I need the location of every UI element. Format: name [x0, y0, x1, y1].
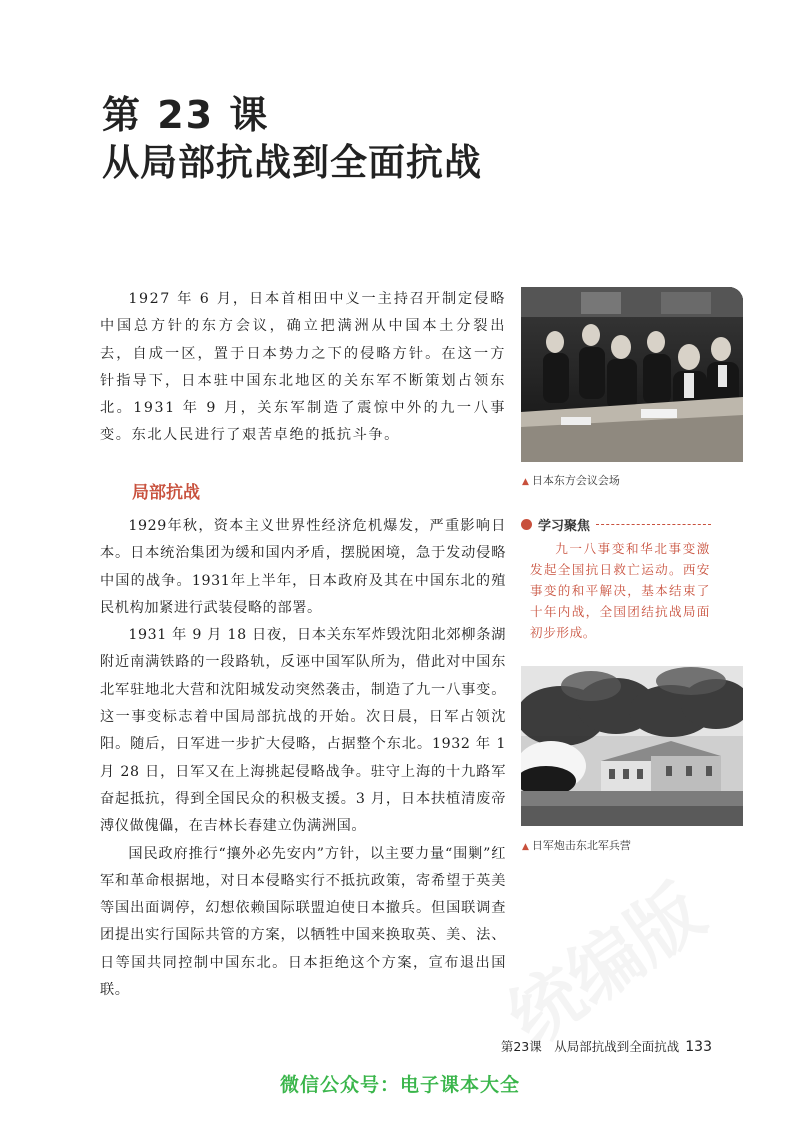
study-focus-text: 九一八事变和华北事变激发起全国抗日救亡运动。西安事变的和平解决，基本结束了十年内战，全国团结抗战局面初步形成。 — [530, 541, 710, 640]
photo-eastern-conference — [521, 287, 743, 462]
photo2-caption: ▲ 日军炮击东北军兵营 — [522, 839, 631, 852]
page-number: 133 — [685, 1039, 712, 1055]
body-paragraph: 1931 年 9 月 18 日夜，日本关东军炸毁沈阳北郊柳条湖附近南满铁路的一段路轨，反诬中国军队所为，借此对中国东北军驻地北大营和沈阳城发动突然袭击，制造了九一八事变。这一事变标志着中国局部抗战的开始。次日晨，日军占领沈阳。随后，日军进一步扩大侵略，占据整个东北。1932 年 1 月 28 日，日军又在上海挑起侵略战争。驻守上海的十九路军奋起抵抗，得到全国民众的积极支援。3 月，日本扶植清废帝溥仪做傀儡，在吉林长春建立伪满洲国。 — [100, 627, 506, 835]
intro-paragraph: 1927 年 6 月，日本首相田中义一主持召开制定侵略中国总方针的东方会议，确立把满洲从中国本土分裂出去，自成一区，置于日本势力之下的侵略方针。在这一方针指导下，日本驻中国东北地区的关东军不断策划占领东北。1931 年 9 月，关东军制造了震惊中外的九一八事变。东北人民进行了艰苦卓绝的抵抗斗争。 — [100, 291, 506, 444]
study-focus-header — [521, 514, 711, 534]
footer-lesson-ref: 第23课 从局部抗战到全面抗战 — [500, 1039, 680, 1054]
lesson-title: 从局部抗战到全面抗战 — [102, 141, 482, 184]
focus-divider — [596, 524, 711, 525]
lesson-number: 第 23 课 — [102, 93, 270, 137]
caption-triangle-icon: ▲ — [522, 477, 529, 487]
study-focus-label: 学习聚焦 — [538, 518, 591, 534]
caption-triangle-icon: ▲ — [522, 842, 529, 852]
wechat-watermark: 微信公众号：电子课本大全 — [279, 1074, 520, 1096]
photo-shelling-barracks — [521, 666, 743, 826]
body-paragraph: 国民政府推行“攘外必先安内”方针，以主要力量“围剿”红军和革命根据地，对日本侵略实行不抵抗政策，寄希望于英美等国出面调停，幻想依赖国际联盟迫使日本撤兵。但国联调查团提出实行国际共管的方案，以牺牲中国来换取英、美、法、日等国共同控制中国东北。日本拒绝这个方案，宣布退出国联。 — [100, 845, 506, 999]
focus-dot-icon — [521, 519, 532, 530]
page-footer — [501, 1037, 712, 1055]
photo1-caption: ▲ 日本东方会议会场 — [522, 474, 620, 487]
body-paragraph: 1929年秋，资本主义世界性经济危机爆发，严重影响日本。日本统治集团为缓和国内矛盾，摆脱困境，急于发动侵略中国的战争。1931年上半年，日本政府及其在中国东北的殖民机构加紧进行武装侵略的部署。 — [100, 518, 506, 616]
section-heading: 局部抗战 — [132, 483, 200, 503]
section-body — [100, 513, 506, 1004]
